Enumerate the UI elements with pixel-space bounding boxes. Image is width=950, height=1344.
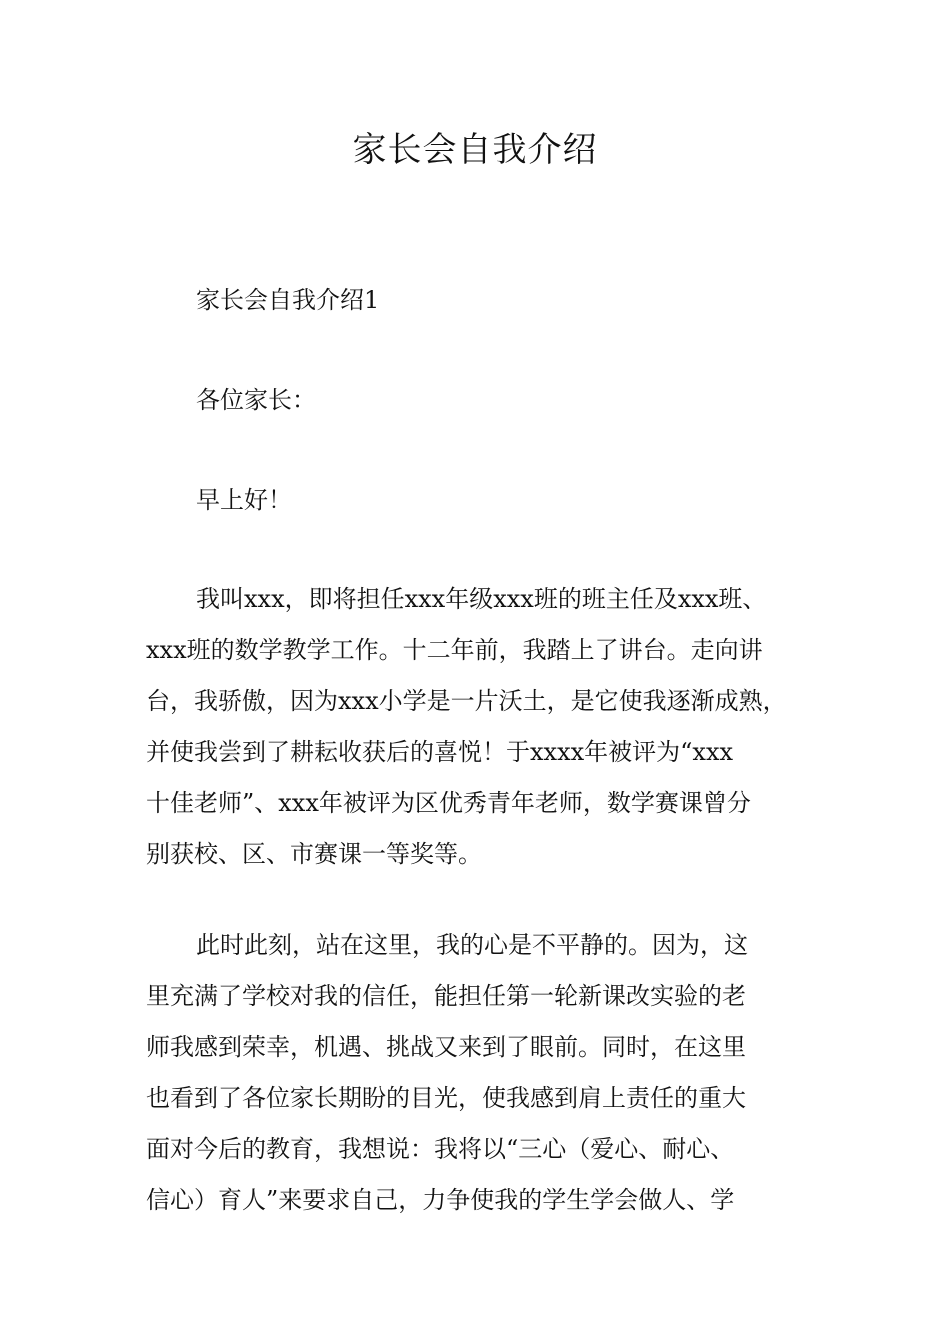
paragraph-line: xxx班的数学教学工作。十二年前，我踏上了讲台。走向讲 xyxy=(146,636,763,664)
section-heading: 家长会自我介绍1 xyxy=(196,286,380,314)
paragraph-line: 师我感到荣幸，机遇、挑战又来到了眼前。同时，在这里 xyxy=(146,1033,746,1061)
paragraph-line: 台，我骄傲，因为xxx小学是一片沃土，是它使我逐渐成熟， xyxy=(146,687,787,715)
salutation: 各位家长： xyxy=(196,386,316,414)
paragraph-line: 信心）育人”来要求自己，力争使我的学生学会做人、学 xyxy=(146,1186,735,1214)
paragraph-line: 里充满了学校对我的信任，能担任第一轮新课改实验的老 xyxy=(146,982,746,1010)
paragraph-line: 十佳老师”、xxx年被评为区优秀青年老师，数学赛课曾分 xyxy=(146,789,751,817)
greeting: 早上好！ xyxy=(196,486,292,514)
paragraph-feelings xyxy=(146,920,836,1226)
document-title: 家长会自我介绍 xyxy=(352,130,598,170)
paragraph-line: 也看到了各位家长期盼的目光，使我感到肩上责任的重大 xyxy=(146,1084,746,1112)
paragraph-line: 别获校、区、市赛课一等奖等。 xyxy=(146,840,482,868)
paragraph-line: 面对今后的教育，我想说：我将以“三心（爱心、耐心、 xyxy=(146,1135,735,1163)
paragraph-intro xyxy=(146,574,836,880)
paragraph-line: 我叫xxx，即将担任xxx年级xxx班的班主任及xxx班、 xyxy=(196,585,767,613)
paragraph-line: 并使我尝到了耕耘收获后的喜悦！于xxxx年被评为“xxx xyxy=(146,738,734,766)
paragraph-line: 此时此刻，站在这里，我的心是不平静的。因为，这 xyxy=(196,931,748,959)
